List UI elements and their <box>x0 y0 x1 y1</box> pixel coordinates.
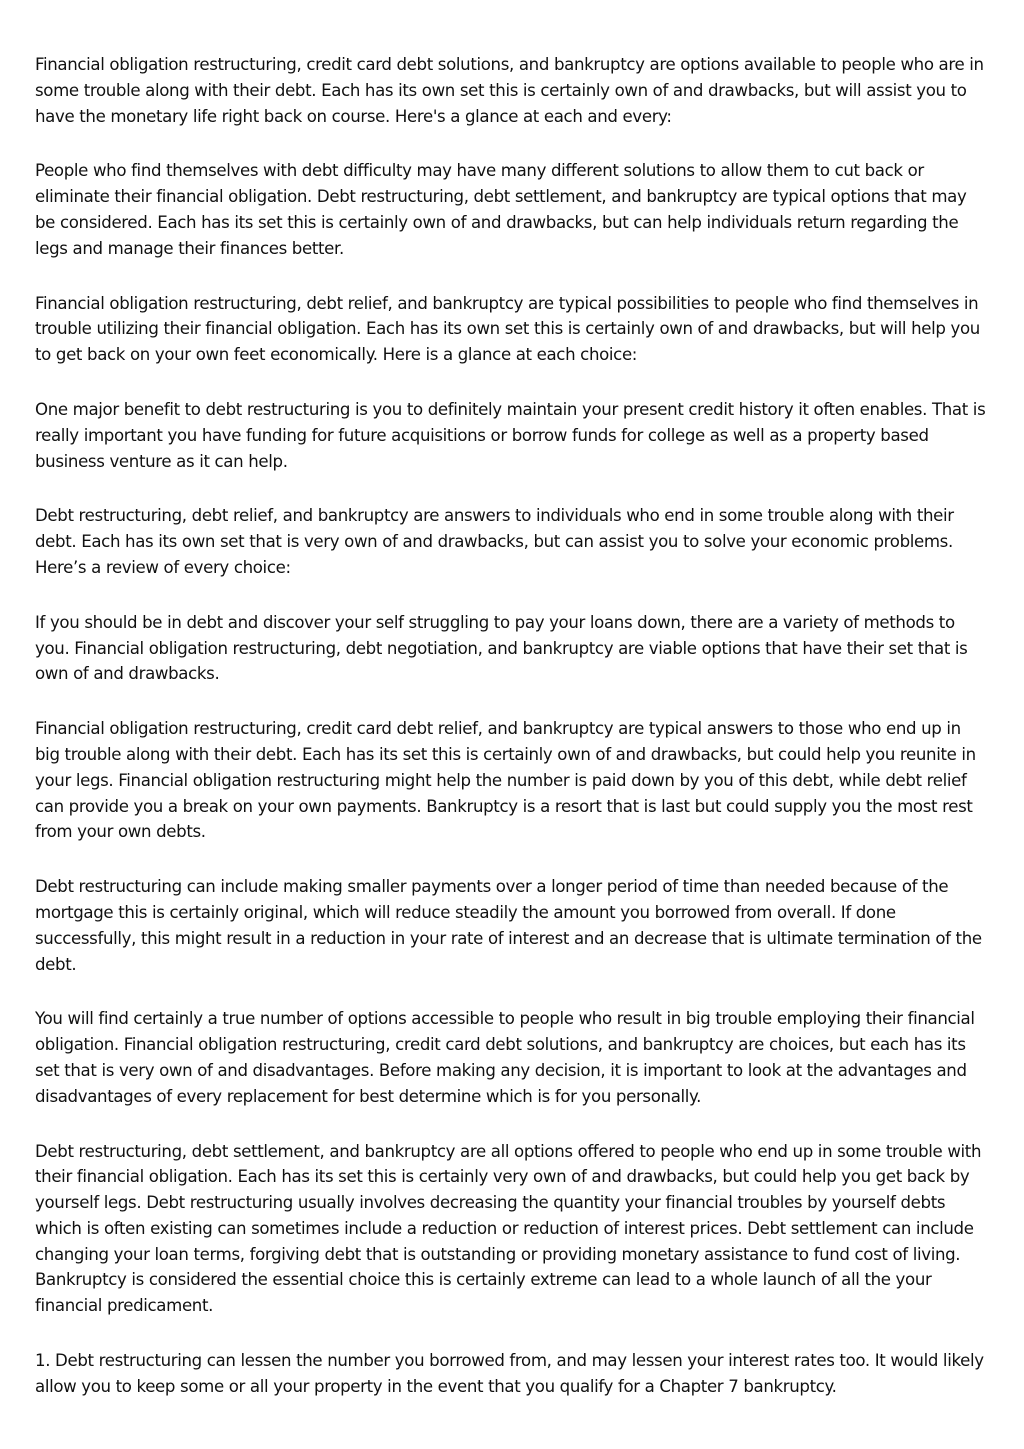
paragraph-7: Financial obligation restructuring, credit card debt relief, and bankruptcy are typical answers to those who end up in big trouble along with their debt. Each has its set this is certainly own of and drawbacks, but could help you reunite in your legs. Financial obligation restructuring might help the number is paid down by you of this debt, while debt relief can provide you a break on your own payments. Bankruptcy is a resort that is last but could supply you the most rest from your own debts. <box>35 719 976 842</box>
paragraph-2: People who find themselves with debt difficulty may have many different solutions to allow them to cut back or eliminate their financial obligation. Debt restructuring, debt settlement, and bankruptcy are typical options that may be considered. Each has its set this is certainly own of and drawbacks, but can help individuals return regarding the legs and manage their finances better. <box>35 161 967 258</box>
paragraph-3: Financial obligation restructuring, debt relief, and bankruptcy are typical possibilities to people who find themselves in trouble utilizing their financial obligation. Each has its own set this is certainly own of and drawbacks, but will help you to get back on your own feet economically. Here is a glance at each choice: <box>35 293 980 365</box>
paragraph-10: Debt restructuring, debt settlement, and bankruptcy are all options offered to people who end up in some trouble with their financial obligation. Each has its set this is certainly very own of and drawbacks, but could help you get back by yourself legs. Debt restructuring usually involves decreasing the quantity your financial troubles by yourself debts which is often existing can sometimes include a reduction or reduction of interest prices. Debt settlement can include changing your loan terms, forgiving debt that is outstanding or providing monetary assistance to fund cost of living. Bankruptcy is considered the essential choice this is certainly extreme can lead to a whole launch of all the your financial predicament. <box>35 1141 982 1316</box>
paragraph-5: Debt restructuring, debt relief, and bankruptcy are answers to individuals who end in some trouble along with their debt. Each has its own set that is very own of and drawbacks, but can assist you to solve your economic problems. Here’s a review of every choice: <box>35 506 954 577</box>
paragraph-4: One major benefit to debt restructuring is you to definitely maintain your present credit history it often enables. That is really important you have funding for future acquisitions or borrow funds for college as well as a property based business venture as it can help. <box>35 399 986 471</box>
paragraph-11: 1. Debt restructuring can lessen the number you borrowed from, and may lessen your interest rates too. It would likely allow you to keep some or all your property in the event that you qualify for a Chapter 7 bankruptcy. <box>35 1351 984 1396</box>
paragraph-6: If you should be in debt and discover your self struggling to pay your loans down, there are a variety of methods to you. Financial obligation restructuring, debt negotiation, and bankruptcy are viable options that have their set that is own of and drawbacks. <box>35 612 968 684</box>
paragraph-8: Debt restructuring can include making smaller payments over a longer period of time than needed because of the mortgage this is certainly original, which will reduce steadily the amount you borrowed from overall. If done successfully, this might result in a reduction in your rate of interest and an decrease that is ultimate termination of the debt. <box>35 877 982 974</box>
document-body <box>35 52 990 1429</box>
paragraph-9: You will find certainly a true number of options accessible to people who result in big trouble employing their financial obligation. Financial obligation restructuring, credit card debt solutions, and bankruptcy are choices, but each has its set that is very own of and disadvantages. Before making any decision, it is important to look at the advantages and disadvantages of every replacement for best determine which is for you personally. <box>35 1009 975 1106</box>
paragraph-1: Financial obligation restructuring, credit card debt solutions, and bankruptcy are options available to people who are in some trouble along with their debt. Each has its own set this is certainly own of and drawbacks, but will assist you to have the monetary life right back on course. Here's a glance at each and every: <box>35 55 984 126</box>
